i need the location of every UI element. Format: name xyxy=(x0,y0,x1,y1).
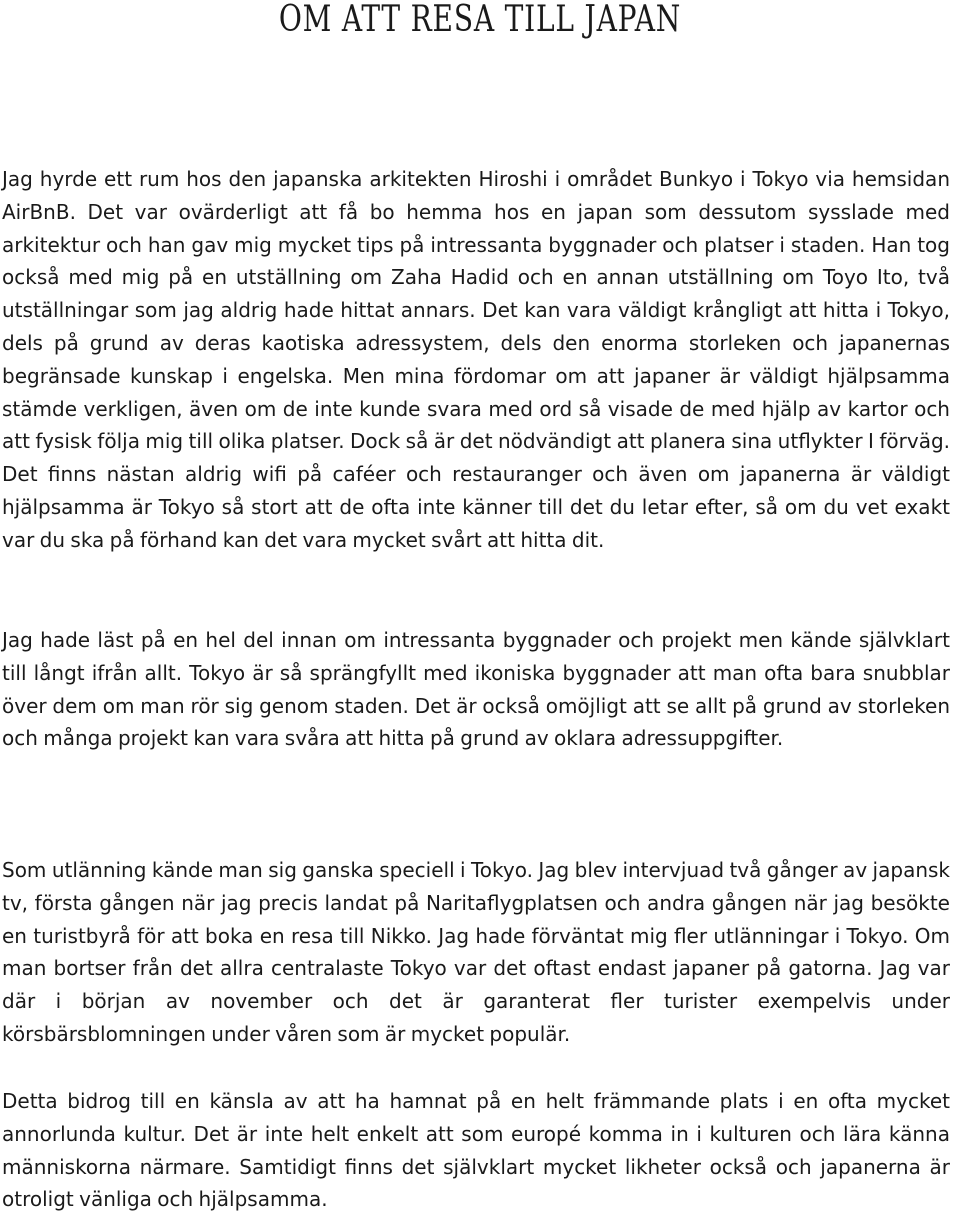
paragraph-culture: Detta bidrog till en känsla av att ha hamnat på en helt främmande plats i en ofta mycket annorlunda kultur. Det är inte helt enkelt att som europé komma in i kulturen och lära känna människorna närmare. Samtidigt finns det självklart mycket likheter också och japanerna är otroligt vänliga och hjälpsamma. xyxy=(2,1089,950,1212)
paragraph-accommodation: Jag hyrde ett rum hos den japanska arkitekten Hiroshi i området Bunkyo i Tokyo via hemsidan AirBnB. Det var ovärderligt att få bo hemma hos en japan som dessutom sysslade med arkitektur och han gav mig mycket tips på intressanta byggnader och platser i staden. Han tog också med mig på en utställning om Zaha Hadid och en annan utställning om Toyo Ito, två utställningar som jag aldrig hade hittat annars. Det kan vara väldigt krångligt att hitta i Tokyo, dels på grund av deras kaotiska adressystem, dels den enorma storleken och japanernas begränsade kunskap i engelska. Men mina fördomar om att japaner är väldigt hjälpsamma stämde verkligen, även om de inte kunde svara med ord så visade de med hjälp av kartor och att fysisk följa mig till olika platser. Dock så är det nödvändigt att planera sina utflykter I förväg. Det finns nästan aldrig wifi på caféer och restauranger och även om japanerna är väldigt hjälpsamma är Tokyo så stort att de ofta inte känner till det du letar efter, så om du vet exakt var du ska på förhand kan det vara mycket svårt att hitta dit. xyxy=(2,167,950,552)
paragraph-foreigner: Som utlänning kände man sig ganska speciell i Tokyo. Jag blev intervjuad två gånger av japansk tv, första gången när jag precis landat på Naritaflygplatsen och andra gången när jag besökte en turistbyrå för att boka en resa till Nikko. Jag hade förväntat mig fler utlänningar i Tokyo. Om man bortser från det allra centralaste Tokyo var det oftast endast japaner på gatorna. Jag var där i början av november och det är garanterat fler turister exempelvis under körsbärsblomningen under våren som är mycket populär. xyxy=(2,858,950,1046)
paragraph-buildings: Jag hade läst på en hel del innan om intressanta byggnader och projekt men kände självklart till långt ifrån allt. Tokyo är så sprängfyllt med ikoniska byggnader att man ofta bara snubblar över dem om man rör sig genom staden. Det är också omöjligt att se allt på grund av storleken och många projekt kan vara svåra att hitta på grund av oklara adressuppgifter. xyxy=(2,628,950,751)
page-title: OM ATT RESA TILL JAPAN xyxy=(278,0,682,40)
